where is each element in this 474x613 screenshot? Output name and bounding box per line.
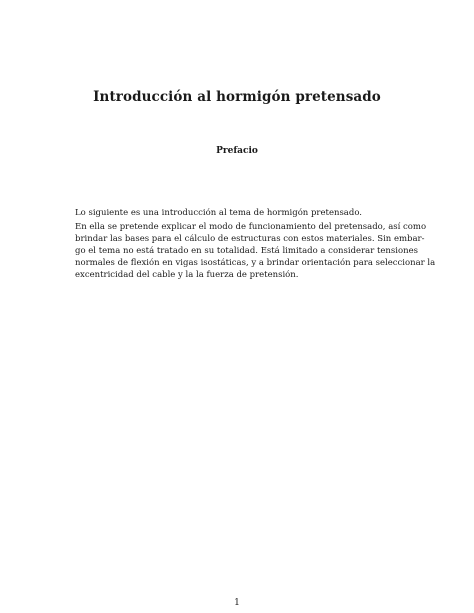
preface-body xyxy=(75,207,436,281)
paragraph-description xyxy=(75,221,436,281)
text-line: brindar las bases para el cálculo de estructuras con estos materiales. Sin embar- xyxy=(75,234,425,244)
text-line: Lo siguiente es una introducción al tema de hormigón pretensado. xyxy=(75,208,362,218)
text-line: go el tema no está tratado en su totalidad. Está limitado a considerar tensiones xyxy=(75,246,418,256)
section-heading-prefacio: Prefacio xyxy=(216,146,258,157)
page-number: 1 xyxy=(234,598,240,608)
paragraph-intro xyxy=(75,207,394,219)
document-title: Introducción al hormigón pretensado xyxy=(93,89,381,106)
text-line: excentricidad del cable y la la fuerza de pretensión. xyxy=(75,270,299,280)
text-line: En ella se pretende explicar el modo de funcionamiento del pretensado, así como xyxy=(75,222,427,232)
text-line: normales de flexión en vigas isostáticas, y a brindar orientación para seleccionar la xyxy=(75,258,436,268)
